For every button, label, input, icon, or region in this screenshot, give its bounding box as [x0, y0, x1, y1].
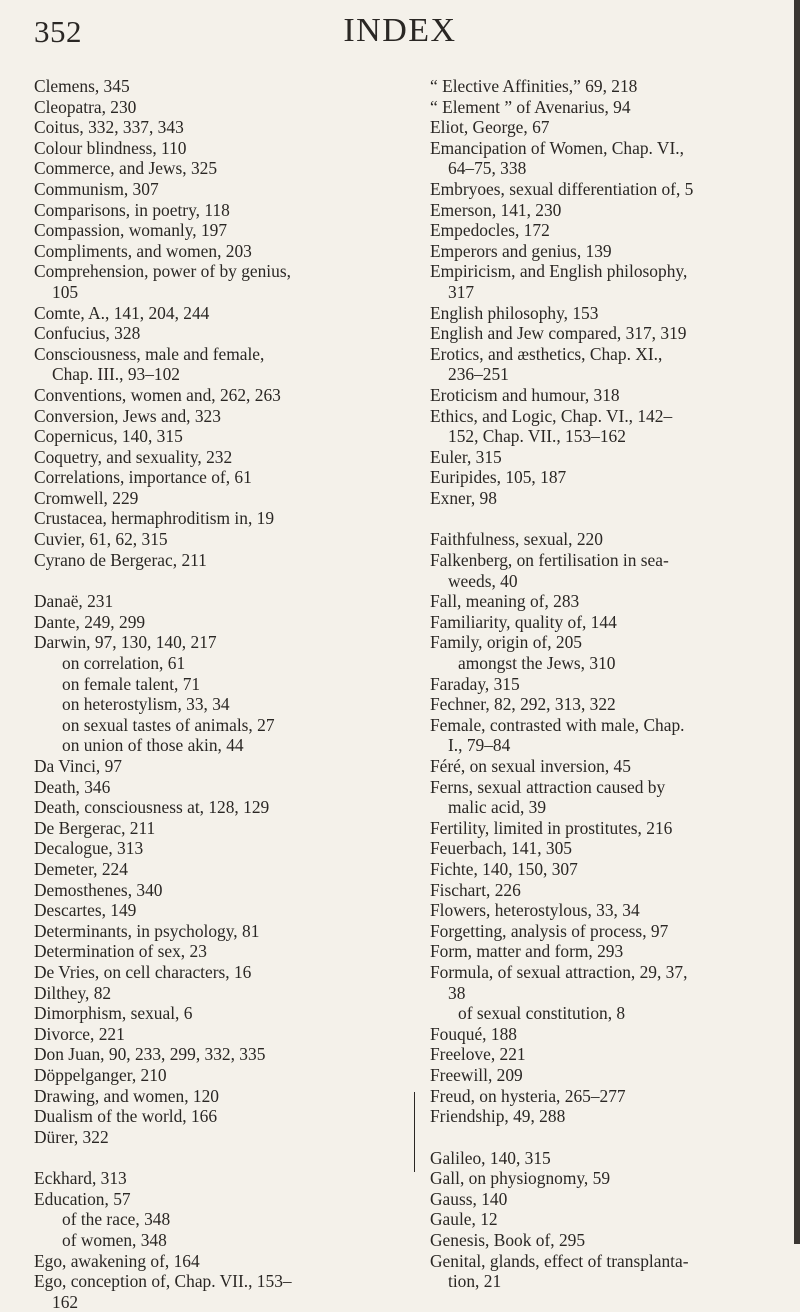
index-entry: Faraday, 315: [430, 673, 520, 694]
index-entry: Emerson, 141, 230: [430, 199, 562, 220]
index-entry-continuation: 38: [448, 982, 466, 1003]
index-subentry: on correlation, 61: [62, 653, 186, 674]
index-entry-continuation: 64–75, 338: [448, 158, 527, 179]
index-entry: Determinants, in psychology, 81: [34, 920, 260, 941]
index-entry-continuation: 152, Chap. VII., 153–162: [448, 426, 626, 447]
index-entry: Female, contrasted with male, Chap.: [430, 714, 685, 735]
index-entry: Death, consciousness at, 128, 129: [34, 797, 270, 818]
index-entry: Consciousness, male and female,: [34, 343, 265, 364]
index-entry-continuation: I., 79–84: [448, 735, 511, 756]
index-entry: Empiricism, and English philosophy,: [430, 261, 688, 282]
index-entry: Danaë, 231: [34, 591, 114, 612]
index-entry: Education, 57: [34, 1188, 131, 1209]
index-entry: Clemens, 345: [34, 76, 130, 96]
index-entry: Galileo, 140, 315: [430, 1147, 551, 1168]
index-entry: Empedocles, 172: [430, 220, 550, 241]
index-entry: Divorce, 221: [34, 1023, 125, 1044]
index-subentry: on female talent, 71: [62, 673, 201, 694]
index-entry: Decalogue, 313: [34, 838, 144, 859]
index-entry: Ego, conception of, Chap. VII., 153–: [34, 1271, 292, 1292]
index-entry: Comte, A., 141, 204, 244: [34, 302, 210, 323]
index-entry: Dualism of the world, 166: [34, 1106, 218, 1127]
index-entry: Compliments, and women, 203: [34, 240, 252, 261]
index-entry: Compassion, womanly, 197: [34, 220, 228, 241]
index-entry: Conventions, women and, 262, 263: [34, 384, 281, 405]
index-entry: Euripides, 105, 187: [430, 467, 567, 488]
index-entry: “ Element ” of Avenarius, 94: [430, 96, 631, 117]
index-subentry: of the race, 348: [62, 1209, 171, 1230]
index-entry: English and Jew compared, 317, 319: [430, 323, 687, 344]
index-entry: Cyrano de Bergerac, 211: [34, 549, 207, 570]
index-subentry: on heterostylism, 33, 34: [62, 694, 230, 715]
index-entry: Forgetting, analysis of process, 97: [430, 920, 669, 941]
index-entry: Embryoes, sexual differentiation of, 5: [430, 178, 694, 199]
index-entry: Fichte, 140, 150, 307: [430, 858, 578, 879]
index-entry: Faithfulness, sexual, 220: [430, 529, 603, 550]
index-entry: Demosthenes, 340: [34, 879, 163, 900]
index-entry: Fischart, 226: [430, 879, 521, 900]
index-entry-continuation: 105: [52, 281, 79, 302]
index-entry: Dilthey, 82: [34, 982, 112, 1003]
index-entry: Féré, on sexual inversion, 45: [430, 756, 631, 776]
index-entry: Eliot, George, 67: [430, 117, 550, 138]
index-column-right: [430, 76, 790, 1292]
index-entry-continuation: malic acid, 39: [448, 797, 547, 818]
index-entry: Ferns, sexual attraction caused by: [430, 776, 666, 797]
index-entry-continuation: 162: [52, 1291, 79, 1312]
index-entry: Familiarity, quality of, 144: [430, 611, 617, 632]
index-entry: Family, origin of, 205: [430, 632, 582, 653]
index-subentry: on sexual tastes of animals, 27: [62, 714, 275, 735]
index-entry: Cromwell, 229: [34, 487, 139, 508]
index-entry: Flowers, heterostylous, 33, 34: [430, 900, 640, 921]
index-entry: Emancipation of Women, Chap. VI.,: [430, 137, 684, 158]
index-entry: Drawing, and women, 120: [34, 1085, 219, 1106]
index-entry: Gaule, 12: [430, 1209, 498, 1230]
index-entry: Determination of sex, 23: [34, 941, 207, 962]
index-entry: Descartes, 149: [34, 900, 137, 921]
index-entry: Demeter, 224: [34, 858, 128, 879]
index-entry: Form, matter and form, 293: [430, 941, 624, 962]
index-entry-continuation: 236–251: [448, 364, 509, 385]
index-entry: Commerce, and Jews, 325: [34, 158, 218, 179]
index-entry: English philosophy, 153: [430, 302, 599, 323]
index-entry: Euler, 315: [430, 446, 502, 467]
index-entry: Death, 346: [34, 776, 111, 797]
index-subentry: of women, 348: [62, 1230, 167, 1251]
index-entry: Erotics, and æsthetics, Chap. XI.,: [430, 343, 663, 364]
index-entry: Formula, of sexual attraction, 29, 37,: [430, 961, 688, 982]
index-entry: Exner, 98: [430, 487, 497, 508]
index-entry: Gauss, 140: [430, 1188, 508, 1209]
index-entry: Fall, meaning of, 283: [430, 591, 580, 612]
index-entry: Communism, 307: [34, 178, 159, 199]
index-entry: Da Vinci, 97: [34, 756, 122, 776]
page-number: 352: [34, 14, 82, 49]
index-entry: Döppelganger, 210: [34, 1064, 167, 1085]
index-entry: Freud, on hysteria, 265–277: [430, 1085, 626, 1106]
index-entry: Ego, awakening of, 164: [34, 1250, 200, 1271]
index-entry: Colour blindness, 110: [34, 137, 187, 158]
index-entry: Fechner, 82, 292, 313, 322: [430, 694, 616, 715]
index-entry: “ Elective Affinities,” 69, 218: [430, 76, 638, 96]
index-subentry: on union of those akin, 44: [62, 735, 244, 756]
index-entry: Dürer, 322: [34, 1126, 109, 1147]
index-entry: Ethics, and Logic, Chap. VI., 142–: [430, 405, 673, 426]
index-entry: Correlations, importance of, 61: [34, 467, 252, 488]
index-entry: Genesis, Book of, 295: [430, 1230, 586, 1251]
index-entry: Friendship, 49, 288: [430, 1106, 566, 1127]
index-entry: Cuvier, 61, 62, 315: [34, 529, 168, 550]
index-entry: Eroticism and humour, 318: [430, 384, 620, 405]
index-entry: Fertility, limited in prostitutes, 216: [430, 817, 673, 838]
index-entry: Freewill, 209: [430, 1064, 523, 1085]
index-entry: Fouqué, 188: [430, 1023, 517, 1044]
index-entry: Copernicus, 140, 315: [34, 426, 183, 447]
column-divider: [414, 1092, 415, 1172]
index-entry-continuation: weeds, 40: [448, 570, 518, 591]
index-entry-continuation: Chap. III., 93–102: [52, 364, 180, 385]
index-entry: Don Juan, 90, 233, 299, 332, 335: [34, 1044, 266, 1065]
index-entry: Cleopatra, 230: [34, 96, 137, 117]
index-entry: Coitus, 332, 337, 343: [34, 117, 184, 138]
index-entry: Dimorphism, sexual, 6: [34, 1003, 193, 1024]
index-entry: Comparisons, in poetry, 118: [34, 199, 230, 220]
index-entry: Coquetry, and sexuality, 232: [34, 446, 233, 467]
index-entry: Genital, glands, effect of transplanta-: [430, 1250, 689, 1271]
index-entry: Crustacea, hermaphroditism in, 19: [34, 508, 275, 529]
index-subentry: amongst the Jews, 310: [458, 653, 616, 674]
index-entry: Dante, 249, 299: [34, 611, 146, 632]
index-entry: Conversion, Jews and, 323: [34, 405, 221, 426]
index-entry: Feuerbach, 141, 305: [430, 838, 572, 859]
index-entry: Freelove, 221: [430, 1044, 526, 1065]
page-title: INDEX: [343, 12, 457, 49]
index-subentry: of sexual constitution, 8: [458, 1003, 626, 1024]
index-entry: De Vries, on cell characters, 16: [34, 961, 252, 982]
index-entry: Gall, on physiognomy, 59: [430, 1168, 611, 1189]
index-entry: Falkenberg, on fertilisation in sea-: [430, 550, 669, 571]
index-entry-continuation: 317: [448, 281, 475, 302]
page-edge-shadow: [794, 0, 800, 1244]
index-entry: De Bergerac, 211: [34, 817, 156, 838]
index-entry: Confucius, 328: [34, 323, 141, 344]
index-entry: Eckhard, 313: [34, 1168, 127, 1189]
index-entry: Emperors and genius, 139: [430, 240, 612, 261]
index-entry-continuation: tion, 21: [448, 1271, 502, 1292]
index-entry: Comprehension, power of by genius,: [34, 261, 291, 282]
index-column-left: [34, 76, 394, 1312]
index-entry: Darwin, 97, 130, 140, 217: [34, 632, 217, 653]
